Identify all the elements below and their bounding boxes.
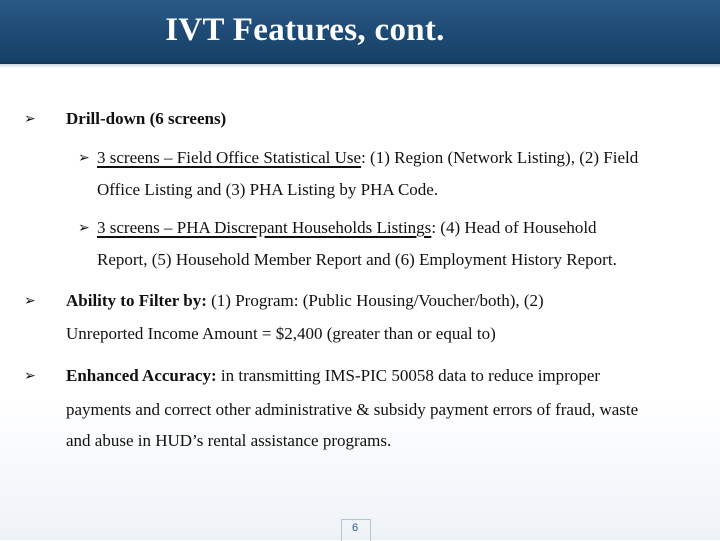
arrow-bullet-icon: ➢: [78, 150, 90, 166]
sub-bullet-pha-discrepant-line2: Report, (5) Household Member Report and (6) Employment History Report.: [97, 250, 617, 269]
filter-text: (1) Program: (Public Housing/Voucher/both), (2): [206, 291, 544, 310]
filter-heading: Ability to Filter by:: [66, 291, 207, 310]
accuracy-bullet: [66, 366, 600, 386]
sub-bullet-pha-discrepant: [97, 218, 597, 238]
drilldown-heading: Drill-down (6 screens): [66, 109, 227, 128]
sub-bullet-field-office-text: : (1) Region (Network Listing), (2) Field: [361, 148, 639, 167]
slide-title: IVT Features, cont.: [165, 12, 445, 48]
accuracy-line3: and abuse in HUD’s rental assistance programs.: [66, 431, 392, 450]
sub-bullet-pha-discrepant-label: 3 screens – PHA Discrepant Households Listings: [97, 218, 432, 237]
sub-bullet-pha-discrepant-text: : (4) Head of Household: [431, 218, 597, 237]
accuracy-line2: payments and correct other administrative & subsidy payment errors of fraud, waste: [66, 400, 639, 419]
sub-bullet-field-office-line2: Office Listing and (3) PHA Listing by PHA Code.: [97, 180, 439, 199]
accuracy-heading: Enhanced Accuracy:: [66, 366, 217, 385]
arrow-bullet-icon: ➢: [24, 368, 36, 384]
arrow-bullet-icon: ➢: [24, 111, 36, 127]
filter-line2: Unreported Income Amount = $2,400 (greater than or equal to): [66, 324, 496, 343]
title-bar: [0, 0, 720, 64]
page-number: 6: [351, 522, 359, 534]
arrow-bullet-icon: ➢: [24, 293, 36, 309]
accuracy-text: in transmitting IMS-PIC 50058 data to reduce improper: [216, 366, 601, 385]
sub-bullet-field-office-label: 3 screens – Field Office Statistical Use: [97, 148, 362, 167]
arrow-bullet-icon: ➢: [78, 220, 90, 236]
filter-bullet: [66, 291, 544, 311]
sub-bullet-field-office: [97, 148, 638, 168]
